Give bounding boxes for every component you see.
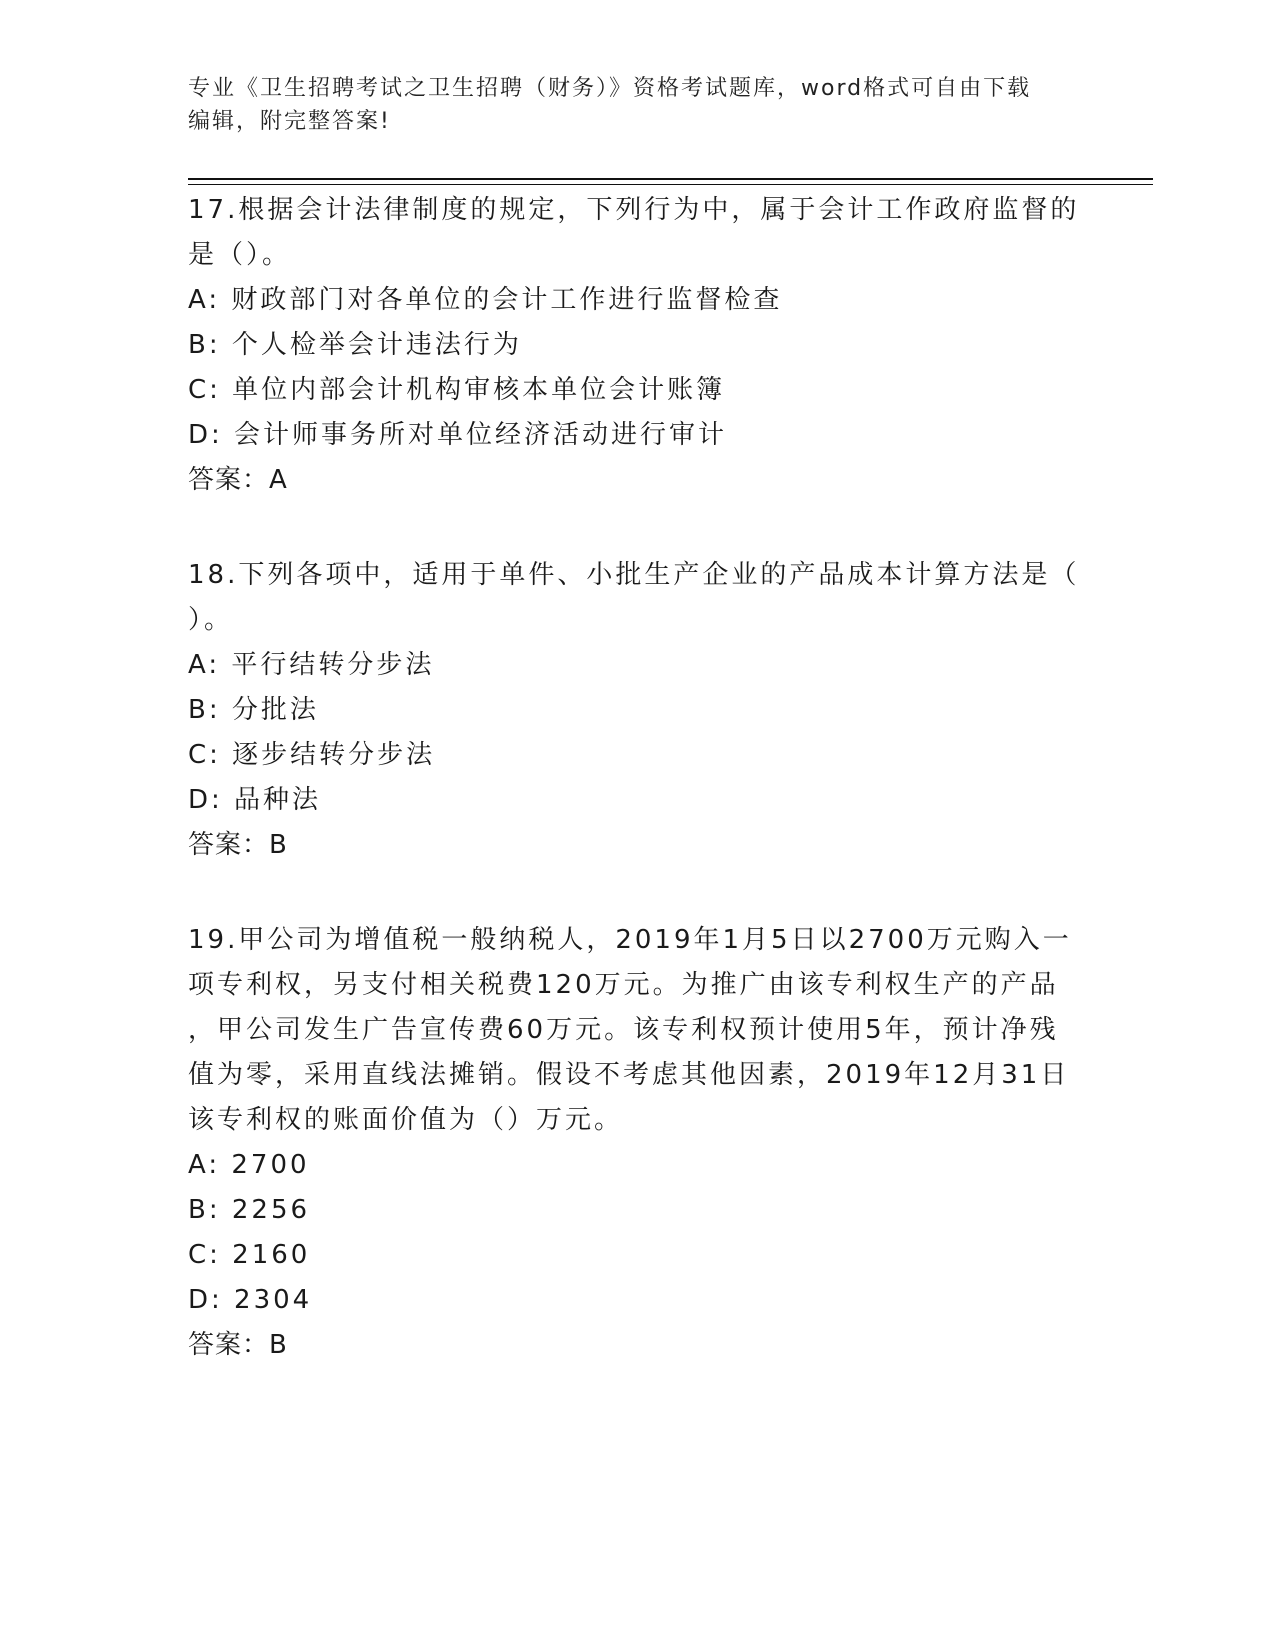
option-c: C: 逐步结转分步法 [188,740,436,770]
header-line-1: 专业《卫生招聘考试之卫生招聘（财务）》资格考试题库，word格式可自由下载 [188,76,1032,101]
option-b: B: 分批法 [188,695,319,725]
header-rule-thin [188,184,1153,185]
question-stem-line: 19.甲公司为增值税一般纳税人，2019年1月5日以2700万元购入一 [188,925,1072,955]
option-c: C: 2160 [188,1240,311,1270]
option-d: D: 2304 [188,1285,313,1315]
option-d: D: 会计师事务所对单位经济活动进行审计 [188,420,728,450]
header-line-2: 编辑，附完整答案! [188,109,391,134]
document-header [188,72,1088,138]
option-a: A: 平行结转分步法 [188,650,435,680]
answer-line: 答案：B [188,830,288,860]
question-stem-line: 17.根据会计法律制度的规定，下列行为中，属于会计工作政府监督的 [188,195,1080,225]
option-b: B: 2256 [188,1195,311,1225]
question-stem-line: ，甲公司发生广告宣传费60万元。该专利权预计使用5年，预计净残 [188,1015,1059,1045]
question-stem-line: 该专利权的账面价值为（）万元。 [188,1105,624,1135]
question-stem-line: 18.下列各项中，适用于单件、小批生产企业的产品成本计算方法是（ [188,560,1080,590]
question-18 [188,553,1088,868]
option-a: A: 财政部门对各单位的会计工作进行监督检查 [188,285,783,315]
answer-line: 答案：A [188,465,288,495]
option-c: C: 单位内部会计机构审核本单位会计账簿 [188,375,726,405]
option-d: D: 品种法 [188,785,322,815]
question-19 [188,918,1088,1368]
option-b: B: 个人检举会计违法行为 [188,330,522,360]
question-stem-line: 值为零，采用直线法摊销。假设不考虑其他因素，2019年12月31日 [188,1060,1070,1090]
question-stem-line: 是（）。 [188,240,292,270]
question-17 [188,188,1088,503]
option-a: A: 2700 [188,1150,310,1180]
question-stem-line: ）。 [188,605,234,635]
header-rule-thick [188,178,1153,180]
question-stem-line: 项专利权，另支付相关税费120万元。为推广由该专利权生产的产品 [188,970,1059,1000]
answer-line: 答案：B [188,1330,288,1360]
